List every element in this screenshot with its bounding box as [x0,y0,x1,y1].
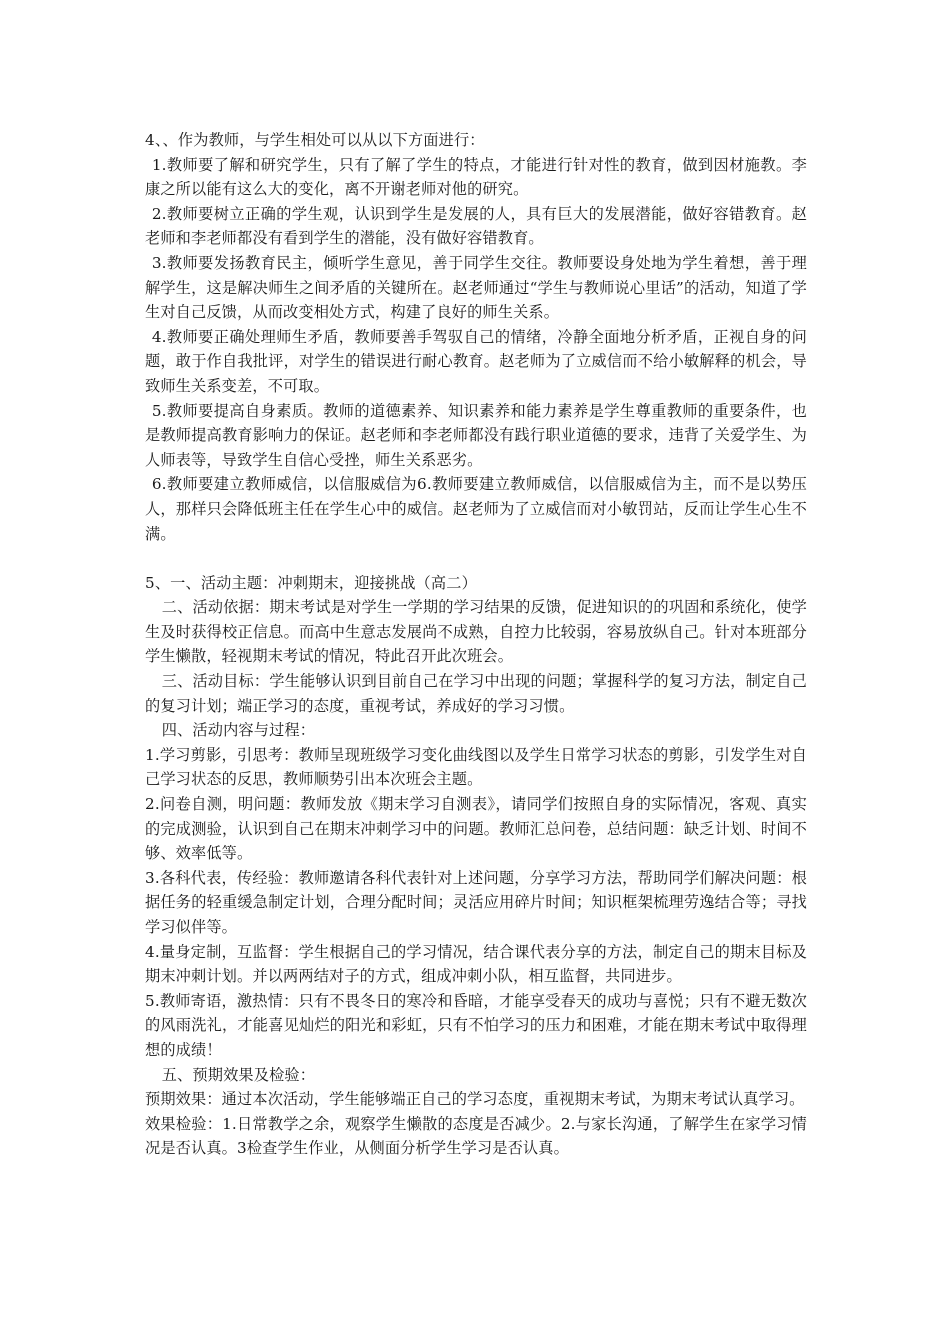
q5-process-5: 5.教师寄语，激热情：只有不畏冬日的寒冷和昏暗，才能享受春天的成功与喜悦；只有不避无数次的风雨洗礼，才能喜见灿烂的阳光和彩虹，只有不怕学习的压力和困难，才能在期末考试中取得理想的成绩！ [145,991,807,1059]
q5-process-heading: 四、活动内容与过程： [161,721,316,740]
q5-process-1: 1.学习剪影，引思考：教师呈现班级学习变化曲线图以及学生日常学习状态的剪影，引发学生对自己学习状态的反思，教师顺势引出本次班会主题。 [145,745,807,789]
q5-process-2: 2.问卷自测，明问题：教师发放《期末学习自测表》，请同学们按照自身的实际情况，客观、真实的完成测验，认识到自己在期末冲刺学习中的问题。教师汇总问卷，总结问题：缺乏计划、时间不够、效率低等。 [145,795,807,863]
q5-goal: 三、活动目标：学生能够认识到目前自己在学习中出现的问题；掌握科学的复习方法，制定自己的复习计划；端正学习的态度，重视考试，养成好的学习习惯。 [145,672,807,715]
q4-item-4: 4.教师要正确处理师生矛盾，教师要善手驾驭自己的情绪，冷静全面地分析矛盾，正视自身的问题，敢于作自我批评，对学生的错误进行耐心教育。赵老师为了立威信而不给小敏解释的机会，导致师生关系变差，不可取。 [145,327,807,395]
q5-effect-heading: 五、预期效果及检验： [161,1065,316,1084]
q4-item-1: 1.教师要了解和研究学生，只有了解了学生的特点，才能进行针对性的教育，做到因材施教。李康之所以能有这么大的变化，离不开谢老师对他的研究。 [145,155,807,199]
q5-basis: 二、活动依据：期末考试是对学生一学期的学习结果的反馈，促进知识的的巩固和系统化，使学生及时获得校正信息。而高中生意志发展尚不成熟，自控力比较弱，容易放纵自己。针对本班部分学生懒散，轻视期末考试的情况，特此召开此次班会。 [145,598,807,666]
q4-title: 4、、作为教师，与学生相处可以从以下方面进行： [145,131,485,149]
q5-title: 5、一、活动主题：冲刺期末，迎接挑战（高二） [145,573,477,592]
q4-item-5: 5.教师要提高自身素质。教师的道德素养、知识素养和能力素养是学生尊重教师的重要条件，也是教师提高教育影响力的保证。赵老师和李老师都没有践行职业道德的要求，违背了关爱学生、为人师表等，导致学生自信心受挫，师生关系恶劣。 [145,401,807,469]
q4-item-6: 6.教师要建立教师威信，以信服威信为6.教师要建立教师威信，以信服威信为主，而不是以势压人，那样只会降低班主任在学生心中的威信。赵老师为了立威信而对小敏罚站，反而让学生心生不满。 [145,475,807,543]
q4-item-3: 3.教师要发扬教育民主，倾听学生意见，善于同学生交往。教师要设身处地为学生着想，善于理解学生，这是解决师生之间矛盾的关键所在。赵老师通过“学生与教师说心里话”的活动，知道了学生对自己反馈，从而改变相处方式，构建了良好的师生关系。 [145,253,807,322]
q5-process-4: 4.量身定制，互监督：学生根据自己的学习情况，结合课代表分享的方法，制定自己的期末目标及期末冲刺计划。并以两两结对子的方式，组成冲刺小队，相互监督，共同进步。 [145,942,807,986]
paragraph-gap [145,546,807,571]
q5-expected: 预期效果：通过本次活动，学生能够端正自己的学习态度，重视期末考试，为期末考试认真学习。 [145,1090,805,1109]
q5-process-3: 3.各科代表，传经验：教师邀请各科代表针对上述问题，分享学习方法，帮助同学们解决问题：根据任务的轻重缓急制定计划，合理分配时间；灵活应用碎片时间；知识框架梳理劳逸结合等；寻找学习似伴等。 [145,868,807,936]
q5-check: 效果检验：1.日常教学之余，观察学生懒散的态度是否减少。2.与家长沟通，了解学生在家学习情况是否认真。3检查学生作业，从侧面分析学生学习是否认真。 [145,1114,807,1158]
q4-item-2: 2.教师要树立正确的学生观，认识到学生是发展的人，具有巨大的发展潜能，做好容错教育。赵老师和李老师都没有看到学生的潜能，没有做好容错教育。 [145,204,807,248]
document-page [145,128,807,1161]
